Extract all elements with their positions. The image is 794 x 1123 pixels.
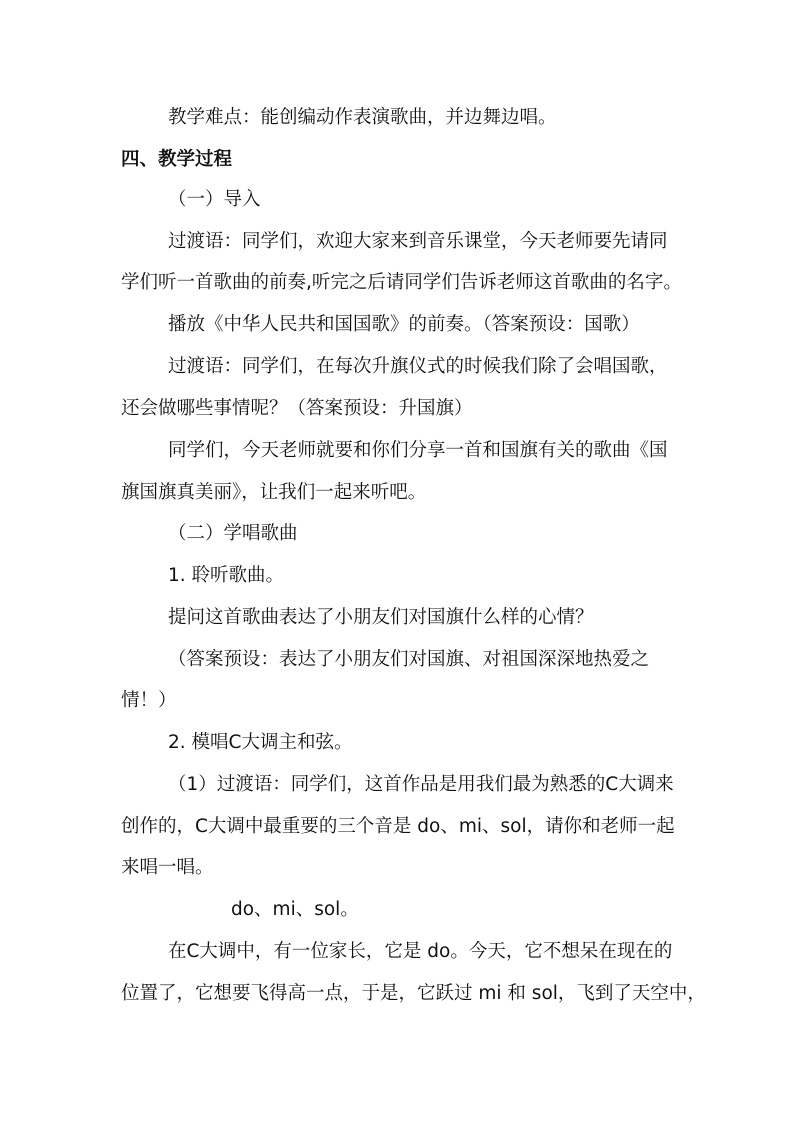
- notes-line: do、mi、sol。: [231, 899, 359, 920]
- paragraph-line: 还会做哪些事情呢？（答案预设：升国旗）: [121, 398, 473, 419]
- part1-heading: （一）导入: [168, 189, 261, 210]
- paragraph-line: 同学们，今天老师就要和你们分享一首和国旗有关的歌曲《国: [168, 440, 668, 461]
- section-heading: 四、教学过程: [121, 149, 233, 170]
- part2-heading: （二）学唱歌曲: [168, 523, 298, 544]
- paragraph-line: 播放《中华人民共和国国歌》的前奏。（答案预设：国歌）: [168, 314, 640, 335]
- paragraph-line: 创作的，C大调中最重要的三个音是 do、mi、sol，请你和老师一起: [121, 816, 675, 837]
- paragraph-line: 情！）: [121, 690, 177, 711]
- step-item: 1. 聆听歌曲。: [168, 565, 285, 586]
- paragraph-line: 学们听一首歌曲的前奏,听完之后请同学们告诉老师这首歌曲的名字。: [121, 272, 682, 293]
- teaching-difficulty-line: 教学难点：能创编动作表演歌曲，并边舞边唱。: [168, 107, 557, 128]
- paragraph-line: 来唱一唱。: [121, 857, 214, 878]
- step-item: 2. 模唱C大调主和弦。: [168, 732, 353, 753]
- paragraph-line: 在C大调中，有一位家长，它是 do。今天，它不想呆在现在的: [168, 941, 673, 962]
- paragraph-line: 过渡语：同学们，在每次升旗仪式的时候我们除了会唱国歌，: [168, 356, 668, 377]
- paragraph-line: 位置了，它想要飞得高一点，于是，它跃过 mi 和 sol，飞到了天空中，: [121, 983, 706, 1004]
- paragraph-line: 提问这首歌曲表达了小朋友们对国旗什么样的心情？: [168, 607, 594, 628]
- paragraph-line: （1）过渡语：同学们，这首作品是用我们最为熟悉的C大调来: [168, 774, 674, 795]
- paragraph-line: 过渡语：同学们，欢迎大家来到音乐课堂，今天老师要先请同: [168, 231, 668, 252]
- paragraph-line: （答案预设：表达了小朋友们对国旗、对祖国深深地热爱之: [168, 649, 650, 670]
- paragraph-line: 旗国旗真美丽》，让我们一起来听吧。: [121, 482, 427, 503]
